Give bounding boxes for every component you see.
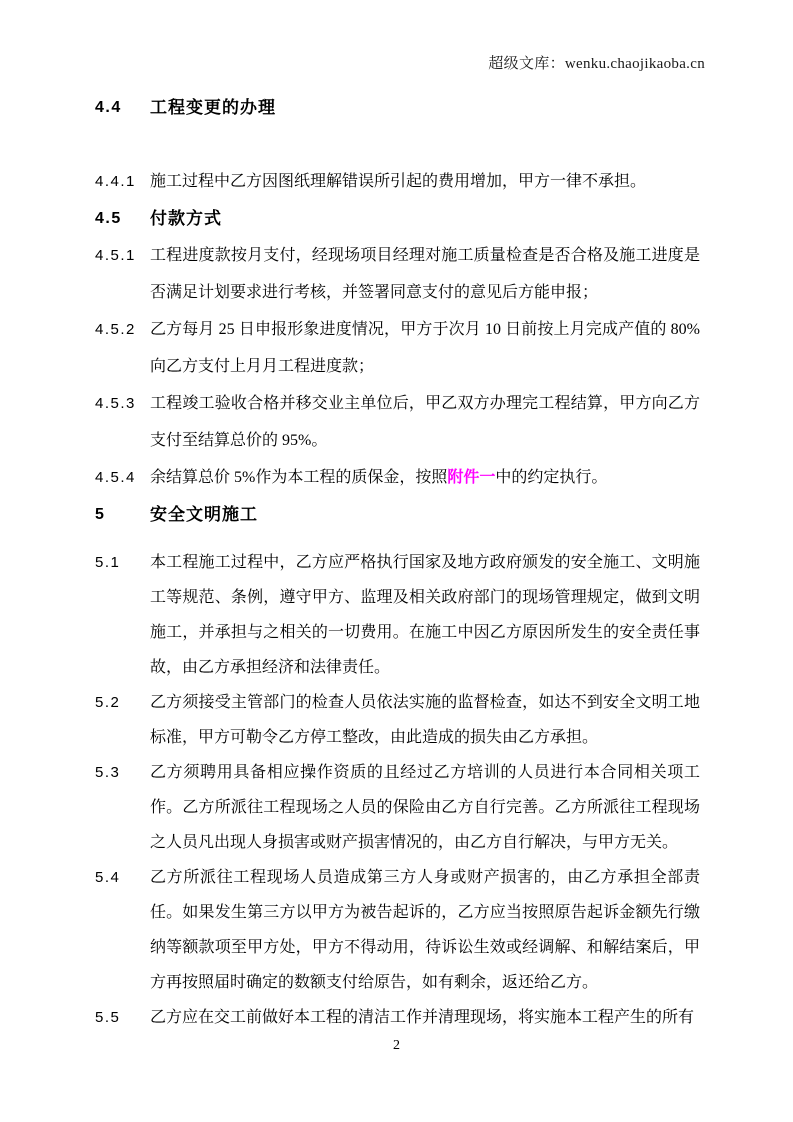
clause-text: 乙方须聘用具备相应操作资质的且经过乙方培训的人员进行本合同相关项工作。乙方所派往工程现场之人员的保险由乙方自行完善。乙方所派往工程现场之人员凡出现人身损害或财产损害情况的，由乙方自行解决，与甲方无关。 xyxy=(150,764,700,851)
clause-text: 乙方每月 25 日申报形象进度情况，甲方于次月 10 日前按上月完成产值的 80%向乙方支付上月月工程进度款； xyxy=(150,321,700,375)
clause-text: 施工过程中乙方因图纸理解错误所引起的费用增加，甲方一律不承担。 xyxy=(150,173,647,190)
clause-text: 乙方所派往工程现场人员造成第三方人身或财产损害的，由乙方承担全部责任。如果发生第三方以甲方为被告起诉的，乙方应当按照原告起诉金额先行缴纳等额款项至甲方处，甲方不得动用，待诉讼生效或经调解、和解结案后，甲方再按照届时确定的数额支付给原告，如有剩余，返还给乙方。 xyxy=(150,869,700,991)
section-title: 付款方式 xyxy=(150,209,222,228)
section-title: 工程变更的办理 xyxy=(150,98,276,117)
clause-number: 5.5 xyxy=(95,1009,121,1026)
page-number: 2 xyxy=(393,1038,400,1053)
clause-5-1 xyxy=(95,545,700,685)
section-heading-4-5 xyxy=(95,200,700,237)
clause-number: 5.1 xyxy=(95,554,121,571)
clause-5-2 xyxy=(95,685,700,755)
clause-4-5-4 xyxy=(95,459,700,496)
clause-text: 乙方应在交工前做好本工程的清洁工作并清理现场，将实施本工程产生的所有 xyxy=(150,1009,695,1026)
clause-number: 4.5.4 xyxy=(95,469,136,486)
clause-text-after-link: 中的约定执行。 xyxy=(495,469,608,486)
clause-number: 4.4.1 xyxy=(95,173,136,190)
document-body xyxy=(95,89,700,1035)
clause-number: 4.5.3 xyxy=(95,395,136,412)
clause-4-5-3 xyxy=(95,385,700,459)
attachment-one-link[interactable]: 附件一 xyxy=(447,469,496,486)
clause-4-5-1 xyxy=(95,237,700,311)
section-number: 4.4 xyxy=(95,99,122,116)
clause-5-4 xyxy=(95,860,700,1000)
clause-5-5 xyxy=(95,1000,700,1035)
clause-number: 4.5.1 xyxy=(95,247,136,264)
clause-5-3 xyxy=(95,755,700,860)
section-title: 安全文明施工 xyxy=(150,505,258,524)
section-number: 5 xyxy=(95,506,106,523)
clause-text: 工程竣工验收合格并移交业主单位后，甲乙双方办理完工程结算，甲方向乙方支付至结算总价的 95%。 xyxy=(150,395,700,449)
clause-text-before-link: 余结算总价 5%作为本工程的质保金，按照 xyxy=(150,469,448,486)
clause-text: 工程进度款按月支付，经现场项目经理对施工质量检查是否合格及施工进度是否满足计划要求进行考核，并签署同意支付的意见后方能申报； xyxy=(150,247,700,301)
clause-text: 乙方须接受主管部门的检查人员依法实施的监督检查，如达不到安全文明工地标准，甲方可勒令乙方停工整改，由此造成的损失由乙方承担。 xyxy=(150,694,700,746)
clause-4-4-1 xyxy=(95,163,700,200)
watermark-text: 超级文库：wenku.chaojikaoba.cn xyxy=(488,56,705,72)
clause-number: 5.2 xyxy=(95,694,121,711)
clause-number: 5.4 xyxy=(95,869,121,886)
section-heading-5 xyxy=(95,496,700,533)
clause-number: 4.5.2 xyxy=(95,321,136,338)
clause-text: 本工程施工过程中，乙方应严格执行国家及地方政府颁发的安全施工、文明施工等规范、条例，遵守甲方、监理及相关政府部门的现场管理规定，做到文明施工，并承担与之相关的一切费用。在施工中因乙方原因所发生的安全责任事故，由乙方承担经济和法律责任。 xyxy=(150,554,700,676)
clause-4-5-2 xyxy=(95,311,700,385)
clause-text xyxy=(150,459,700,496)
section-number: 4.5 xyxy=(95,210,122,227)
clause-number: 5.3 xyxy=(95,764,121,781)
section-heading-4-4 xyxy=(95,89,700,126)
